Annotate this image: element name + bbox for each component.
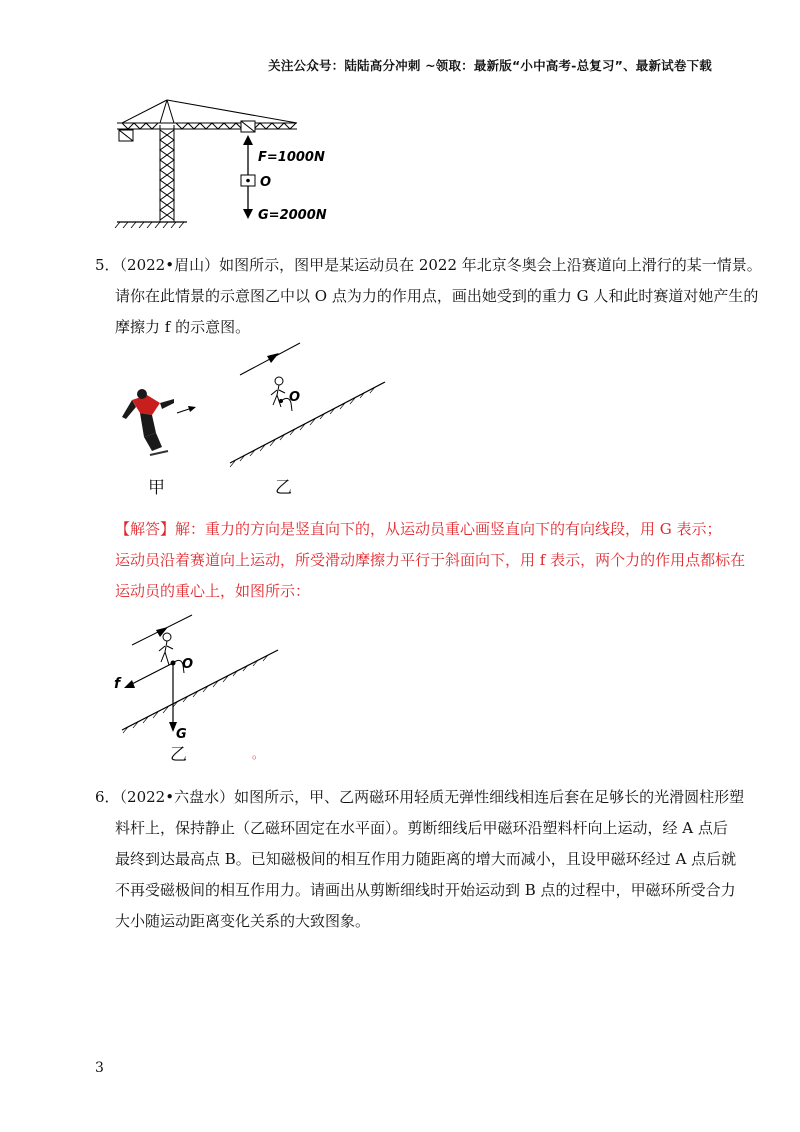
crane-o-label: O bbox=[260, 175, 272, 190]
answer-line-2: 运动员沿着赛道向上运动，所受滑动摩擦力平行于斜面向下，用 f 表示，两个力的作用点都标在 bbox=[115, 551, 746, 569]
q5-line-1: 5．（2022•眉山）如图所示，图甲是某运动员在 2022 年北京冬奥会上沿赛道向上滑行的某一情景。 bbox=[95, 256, 762, 274]
answer-section bbox=[95, 514, 746, 607]
q6-line-3: 最终到达最高点 B。已知磁极间的相互作用力随距离的增大而减小，且设甲磁环经过 A 点后就 bbox=[115, 850, 737, 868]
answer-o-label: O bbox=[182, 657, 194, 672]
q6-line-2: 料杆上，保持静止（乙磁环固定在水平面）。剪断细线后甲磁环沿塑料杆向上运动，经 A 点后 bbox=[115, 819, 728, 837]
answer-g-label: G bbox=[176, 727, 187, 742]
q5-line-2: 请你在此情景的示意图乙中以 O 点为力的作用点，画出她受到的重力 G 人和此时赛道对她产生的 bbox=[115, 287, 759, 305]
question-5 bbox=[95, 250, 762, 343]
answer-f-label: f bbox=[114, 676, 121, 692]
crane-g-label: G=2000N bbox=[258, 208, 327, 223]
q6-line-5: 大小随运动距离变化关系的大致图象。 bbox=[115, 912, 371, 930]
crane-f-label: F=1000N bbox=[258, 150, 325, 165]
slope-diagram-question bbox=[225, 335, 395, 470]
answer-dot: 。 bbox=[252, 747, 265, 761]
crane-figure bbox=[112, 95, 372, 230]
answer-yi-label: 乙 bbox=[170, 745, 187, 765]
q6-line-4: 不再受磁极间的相互作用力。请画出从剪断细线时开始运动到 B 点的过程中，甲磁环所受合力 bbox=[115, 881, 736, 899]
q5-line-3: 摩擦力 f 的示意图。 bbox=[115, 318, 251, 336]
page-header: 关注公众号：陆陆高分冲刺 ~领取：最新版“小中高考-总复习”、最新试卷下载 bbox=[268, 58, 712, 73]
label-yi: 乙 bbox=[275, 478, 292, 498]
q6-line-1: 6．（2022•六盘水）如图所示，甲、乙两磁环用轻质无弹性细线相连后套在足够长的光滑圆柱形塑 bbox=[95, 788, 745, 806]
skier-illustration bbox=[112, 385, 202, 465]
slope-o-label: O bbox=[289, 390, 301, 405]
page-number: 3 bbox=[95, 1060, 104, 1076]
answer-line-3: 运动员的重心上，如图所示： bbox=[115, 582, 311, 600]
answer-line-1: 【解答】解：重力的方向是竖直向下的，从运动员重心画竖直向下的有向线段，用 G 表示； bbox=[115, 520, 722, 538]
question-6 bbox=[95, 782, 745, 937]
label-jia: 甲 bbox=[148, 478, 165, 498]
